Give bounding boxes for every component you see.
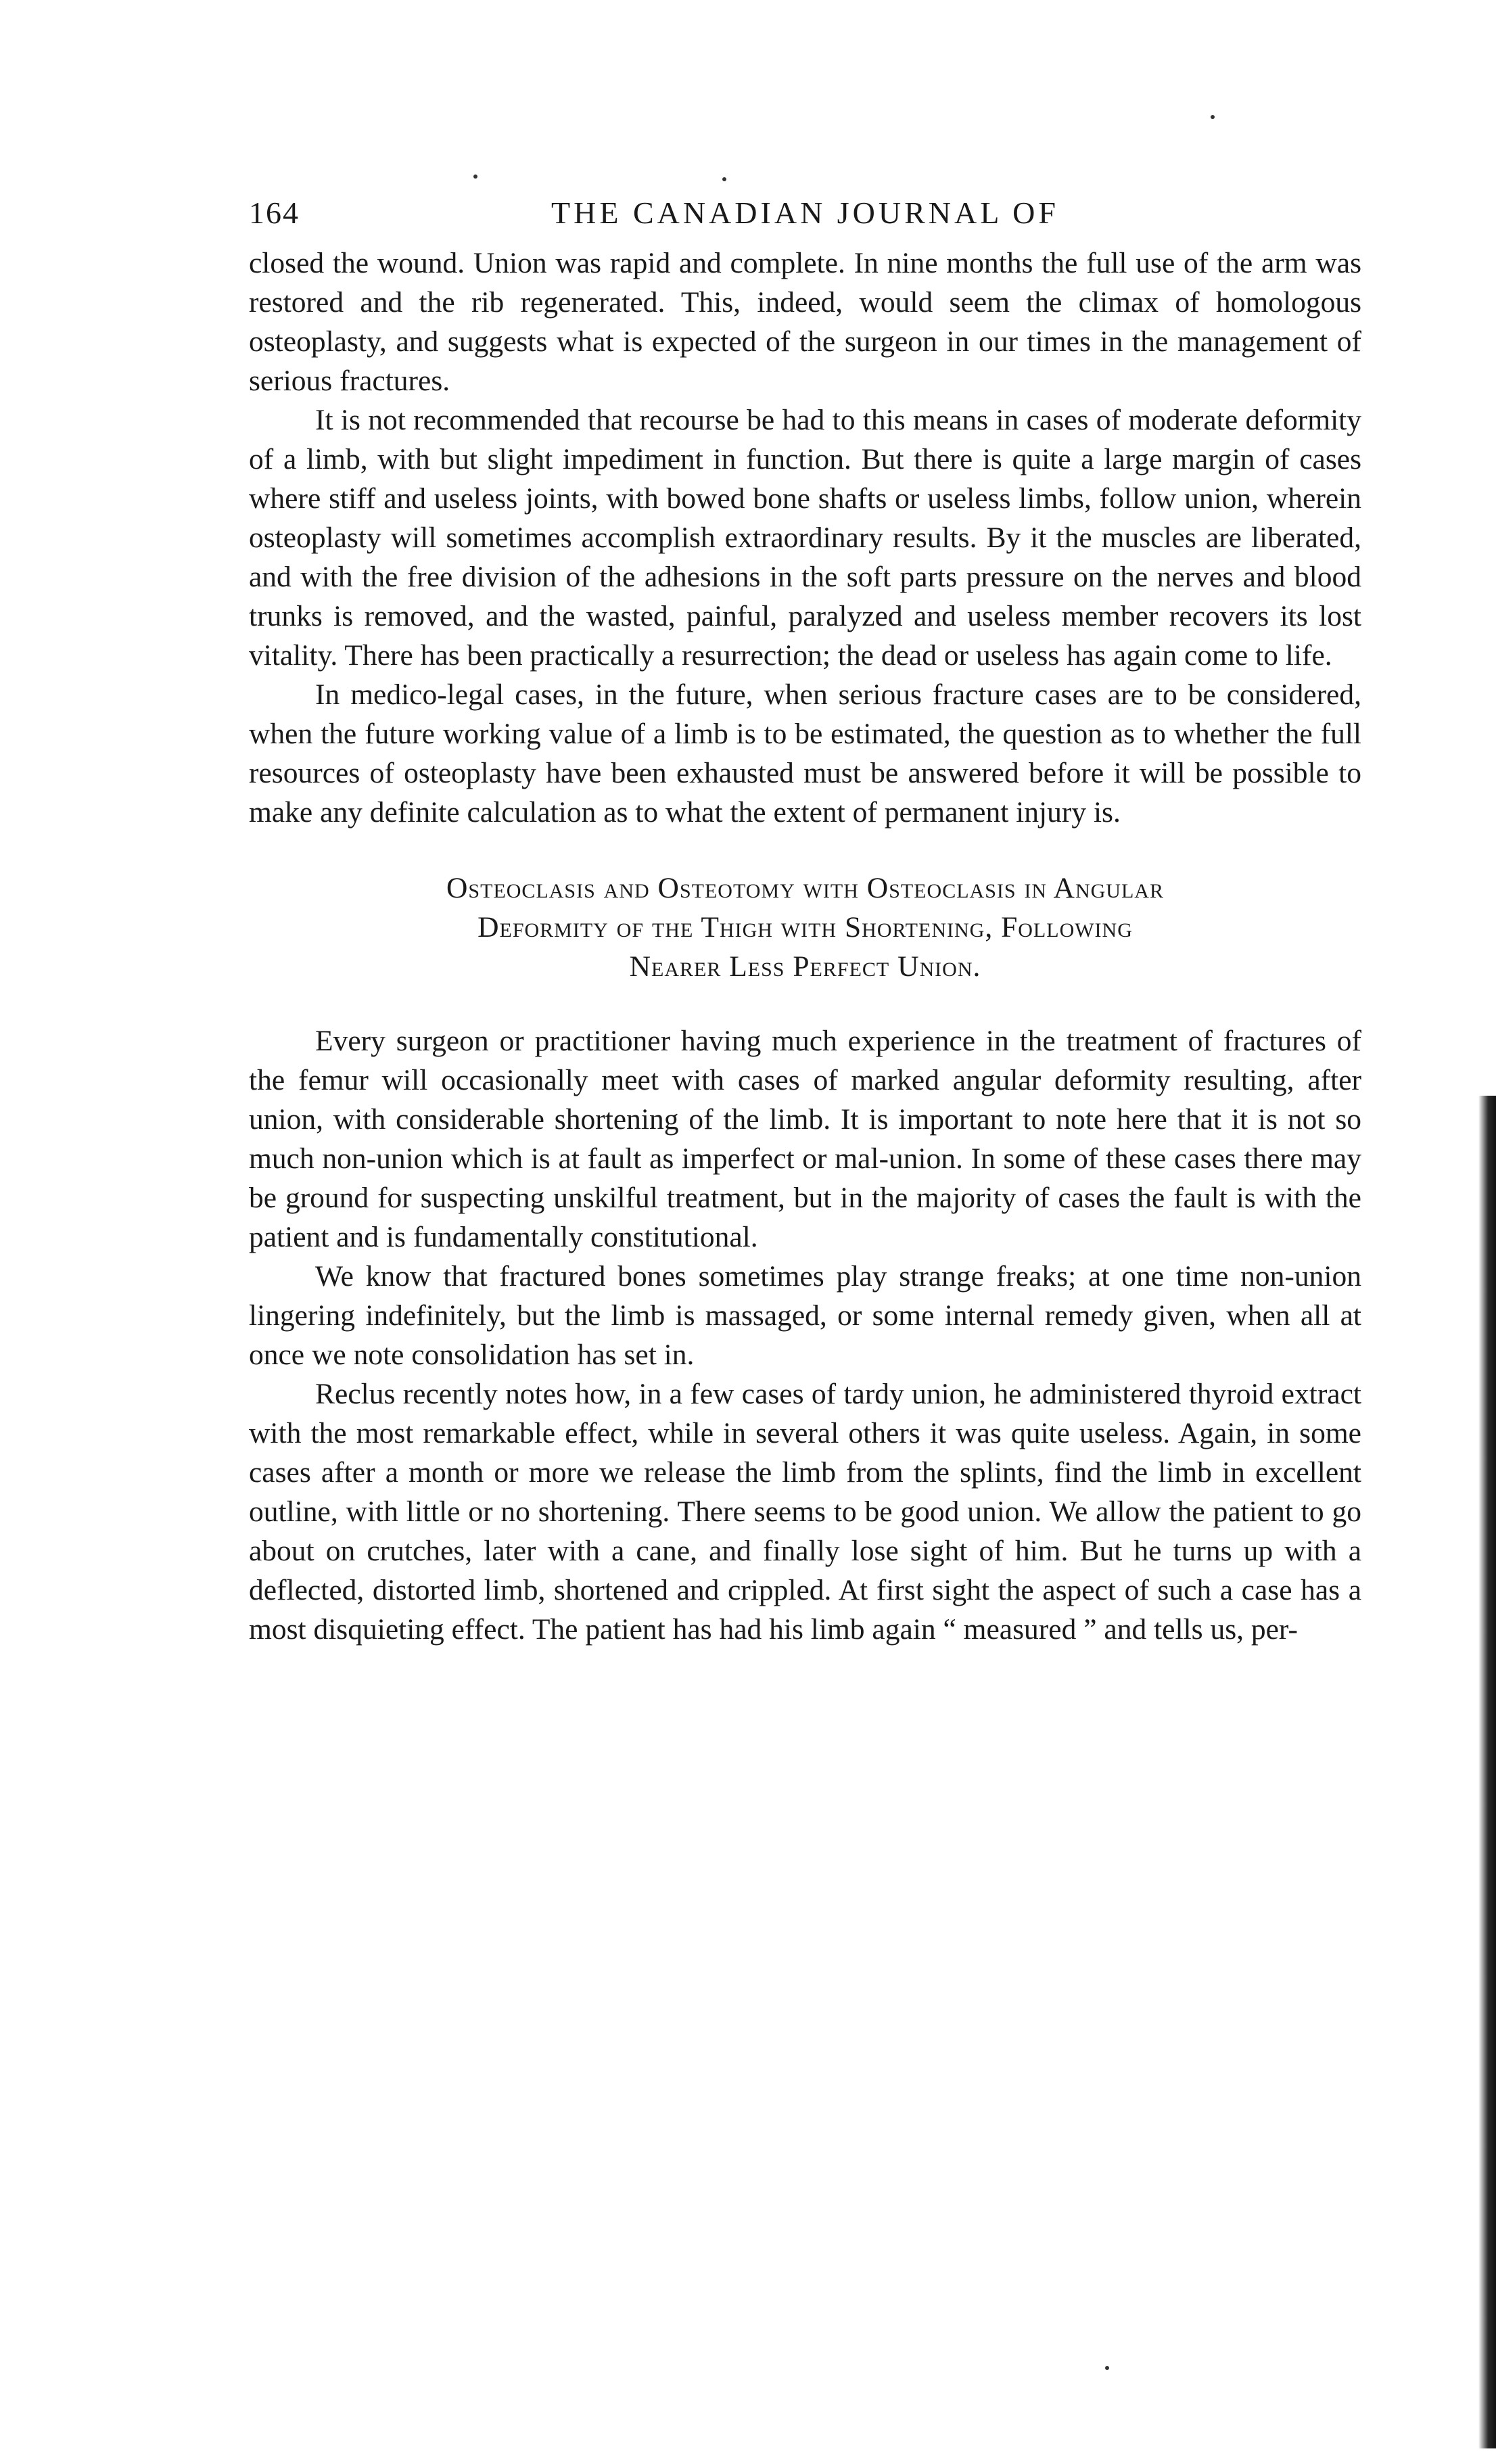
paragraph: Every surgeon or practitioner having much experience in the treatment of fractures of the femur will occasionally meet with cases of marked angular deformity resulting, after union, with considerable shortening of the limb. It is important to note here that it is not so much non-union which is at fault as imperfect or mal-union. In some of these cases there may be ground for suspecting unskilful treatment, but in the majority of cases the fault is with the patient and is fundamentally constitutional. <box>249 1025 1361 1253</box>
section-heading-line: Deformity of the Thigh with Shortening, Following <box>477 911 1133 944</box>
paragraph: Reclus recently notes how, in a few cases of tardy union, he administered thyroid extract with the most remarkable effect, while in several others it was quite useless. Again, in some cases after a month or more we release the limb from the splints, find the limb in excellent outline, with little or no shortening. There seems to be good union. We allow the patient to go about on crutches, later with a cane, and finally lose sight of him. But he turns up with a deflected, distorted limb, shortened and crippled. At first sight the aspect of such a case has a most disquieting effect. The patient has had his limb again “ measured ” and tells us, per- <box>249 1378 1361 1646</box>
section-heading-line: Nearer Less Perfect Union. <box>629 950 981 983</box>
running-head <box>249 189 1361 243</box>
scanned-page-edge-shadow <box>1478 1096 1496 2448</box>
journal-title: THE CANADIAN JOURNAL OF <box>551 195 1059 230</box>
section-heading <box>249 868 1361 986</box>
paragraph: closed the wound. Union was rapid and complete. In nine months the full use of the arm was restored and the rib regenerated. This, indeed, would seem the climax of homologous osteoplasty, and suggests what is expected of the surgeon in our times in the management of serious fractures. <box>249 247 1361 397</box>
section-body-text <box>249 1021 1361 1649</box>
document-page <box>249 189 1361 1649</box>
scan-speck <box>722 177 726 181</box>
scan-speck <box>1211 115 1215 119</box>
body-text <box>249 243 1361 832</box>
scan-speck <box>473 175 477 179</box>
paragraph: In medico-legal cases, in the future, when serious fracture cases are to be considered, when the future working value of a limb is to be estimated, the question as to whether the full resources of osteoplasty have been exhausted must be answered before it will be possible to make any definite calculation as to what the extent of permanent injury is. <box>249 678 1361 829</box>
page-number: 164 <box>249 195 300 230</box>
scan-speck <box>1105 2366 1109 2370</box>
paragraph: We know that fractured bones sometimes play strange freaks; at one time non-union lingering indefinitely, but the limb is massaged, or some internal remedy given, when all at once we note consolidation has set in. <box>249 1260 1361 1371</box>
section-heading-line: Osteoclasis and Osteotomy with Osteoclasis in Angular <box>446 872 1164 904</box>
paragraph: It is not recommended that recourse be had to this means in cases of moderate deformity of a limb, with but slight impediment in function. But there is quite a large margin of cases where stiff and useless joints, with bowed bone shafts or useless limbs, follow union, wherein osteoplasty will sometimes accomplish extraordinary results. By it the muscles are liberated, and with the free division of the adhesions in the soft parts pressure on the nerves and blood trunks is removed, and the wasted, painful, paralyzed and useless member recovers its lost vitality. There has been practically a resurrection; the dead or useless has again come to life. <box>249 404 1361 672</box>
